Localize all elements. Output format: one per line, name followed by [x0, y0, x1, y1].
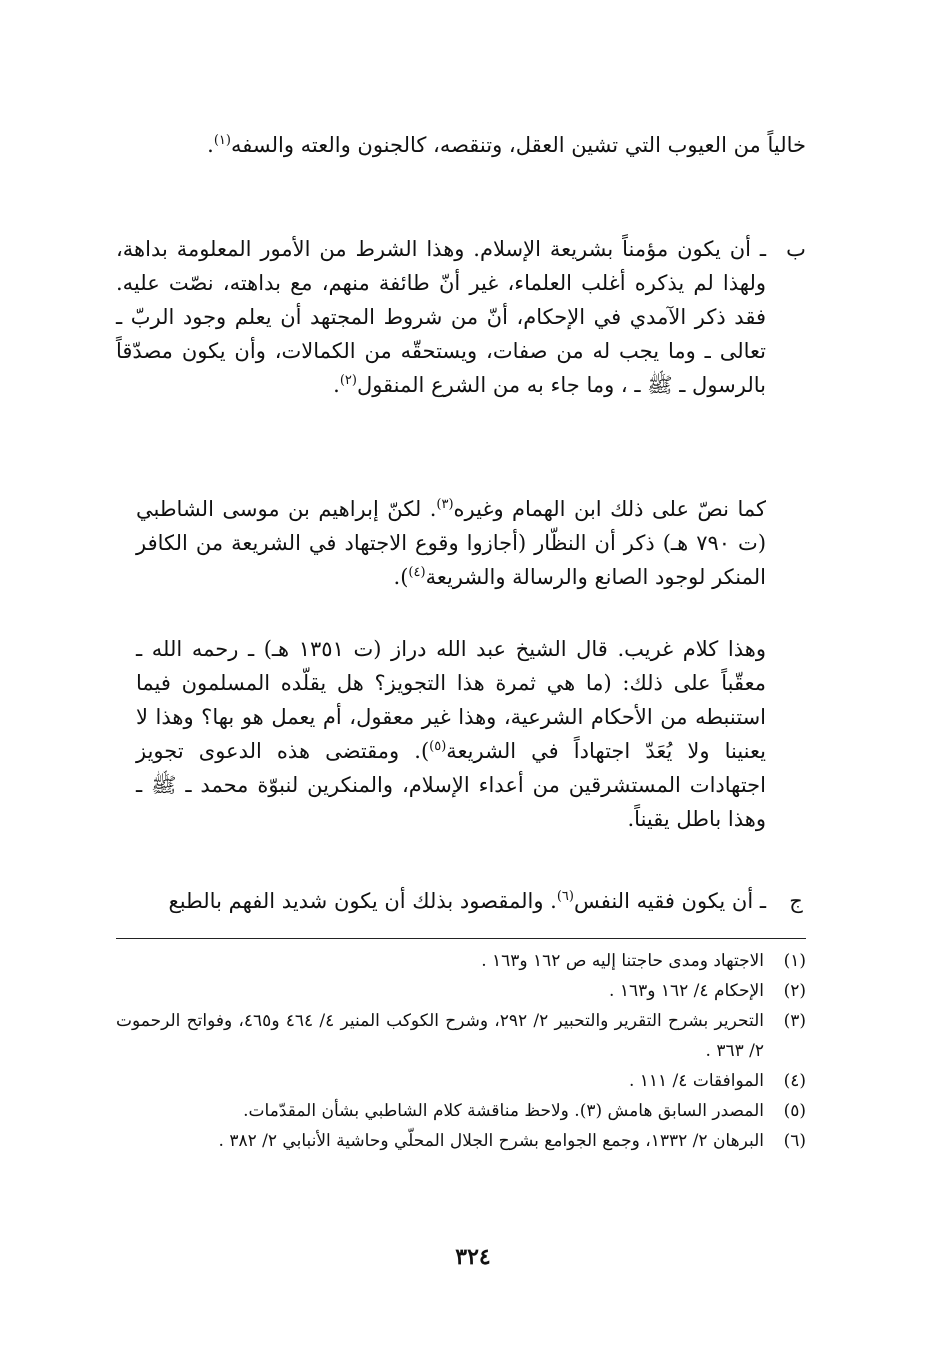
- footnote: [116, 1126, 806, 1156]
- footnote-ref-4: (٤): [408, 565, 426, 580]
- footnote-text: التحرير بشرح التقرير والتحبير ٢/ ٢٩٢، وشرح الكوكب المنير ٤/ ٤٦٤ و٤٦٥، وفواتح الرحموت ٢/ ٣٦٣ .: [116, 1011, 764, 1061]
- footnote: [116, 1006, 806, 1066]
- paragraph-shatibi-text-1: كما نصّ على ذلك ابن الهمام وغيره: [453, 497, 766, 521]
- paragraph-draz: [136, 632, 766, 836]
- intro-text: خالياً من العيوب التي تشين العقل، وتنقصه، كالجنون والعته والسفه: [230, 133, 806, 157]
- condition-j-text-2: . والمقصود بذلك أن يكون شديد الفهم بالطبع: [168, 889, 557, 913]
- footnote: [116, 1066, 806, 1096]
- condition-b-end: .: [333, 373, 340, 397]
- footnote: [116, 1096, 806, 1126]
- condition-j-marker: ج: [789, 889, 803, 913]
- footnote-text: الاجتهاد ومدى حاجتنا إليه ص ١٦٢ و١٦٣ .: [481, 951, 764, 971]
- footnote-text: الموافقات ٤/ ١١١ .: [628, 1071, 764, 1091]
- condition-b-marker: ب: [786, 237, 806, 261]
- paragraph-shatibi-text-2: . لكنّ إبراهيم بن موسى الشاطبي (ت ٧٩٠ هـ) ذكر أن النظّار (أجازوا وقوع الاجتهاد في الشريعة من الكافر المنكر لوجود الصانع والرسالة والشريعة: [136, 497, 767, 589]
- footnote-ref-1: (١): [213, 133, 231, 148]
- footnotes: [116, 946, 806, 1156]
- condition-j-text-1: ـ أن يكون فقيه النفس: [573, 889, 766, 913]
- intro-paragraph: [156, 128, 806, 162]
- footnote-ref-2: (٢): [339, 373, 357, 388]
- paragraph-shatibi: [136, 492, 766, 594]
- footnote-number: (٢): [783, 981, 806, 1001]
- footnote: [116, 976, 806, 1006]
- footnote-divider: [116, 938, 806, 939]
- footnote-text: المصدر السابق هامش (٣). ولاحظ مناقشة كلام الشاطبي بشأن المقدّمات.: [243, 1101, 764, 1121]
- condition-b-text: [116, 232, 766, 402]
- footnote-number: (٣): [783, 1011, 806, 1031]
- footnote-ref-5: (٥): [429, 739, 447, 754]
- footnote-number: (٤): [783, 1071, 806, 1091]
- paragraph-draz-text-1: وهذا كلام غريب. قال الشيخ عبد الله دراز (ت ١٣٥١ هـ) ـ رحمه الله ـ معقّباً على ذلك: (ما هي ثمرة هذا التجويز؟ هل يقلّده المسلمون فيما استنبطه من الأحكام الشرعية، وهذا غير معقول، أم يعمل هو بها؟ وهذا لا يعنينا ولا يُعَدّ اجتهاداً في الشريعة: [136, 637, 766, 763]
- footnote-text: البرهان ٢/ ١٣٣٢، وجمع الجوامع بشرح الجلال المحلّي وحاشية الأنبابي ٢/ ٣٨٢ .: [218, 1131, 764, 1151]
- condition-j-text: [116, 884, 766, 918]
- footnote-ref-3: (٣): [436, 497, 454, 512]
- footnote-ref-6: (٦): [556, 889, 574, 904]
- condition-b: [116, 232, 806, 402]
- condition-b-body: ـ أن يكون مؤمناً بشريعة الإسلام. وهذا الشرط من الأمور المعلومة بداهة، ولهذا لم يذكره أغلب العلماء، غير أنّ طائفة منهم، مع بداهته، نصّت عليه. فقد ذكر الآمدي في الإحكام، أنّ من شروط المجتهد أن يعلم وجود الربّ ـ تعالى ـ وما يجب له من صفات، ويستحقّه من الكمالات، وأن يكون مصدّقاً بالرسول ـ ﷺ ـ ، وما جاء به من الشرع المنقول: [116, 237, 766, 397]
- footnote-number: (٥): [783, 1101, 806, 1121]
- page-number: ٣٢٤: [455, 1244, 491, 1270]
- condition-j: [116, 884, 806, 918]
- footnote: [116, 946, 806, 976]
- paragraph-shatibi-end: ).: [393, 565, 409, 589]
- footnote-number: (٦): [783, 1131, 806, 1151]
- footnote-text: الإحكام ٤/ ١٦٢ و١٦٣ .: [609, 981, 764, 1001]
- intro-end: .: [207, 133, 214, 157]
- paragraph-draz-text-2: ). ومقتضى هذه الدعوى تجويز اجتهادات المستشرقين من أعداء الإسلام، والمنكرين لنبوّة محمد ـ ﷺ ـ وهذا باطل يقيناً.: [136, 739, 766, 831]
- footnote-number: (١): [783, 951, 806, 971]
